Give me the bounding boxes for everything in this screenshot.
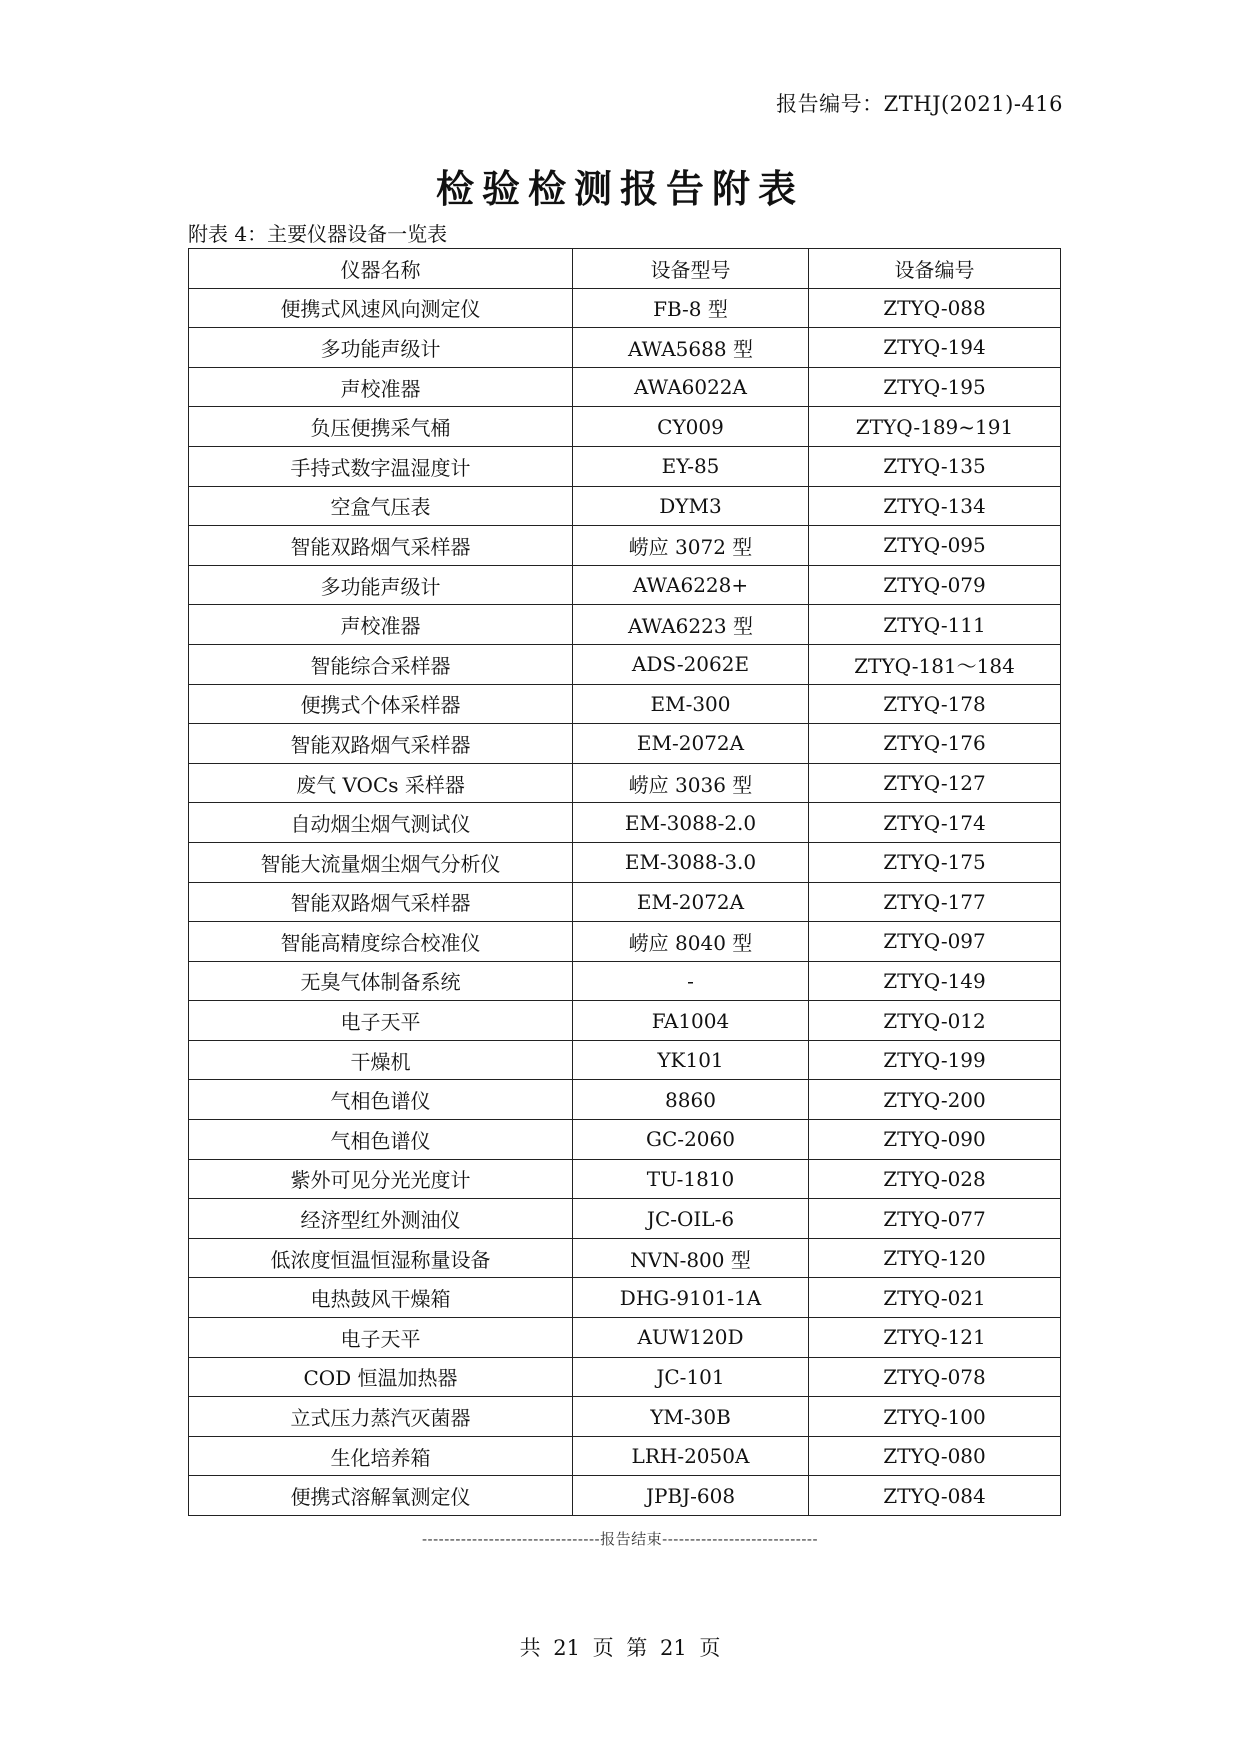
table-row xyxy=(189,763,1061,803)
page-footer: 共 21 页 第 21 页 xyxy=(519,1636,721,1660)
cell-equipment-id: ZTYQ-090 xyxy=(809,1120,1061,1160)
table-header-row xyxy=(189,249,1061,289)
cell-model: CY009 xyxy=(573,407,809,447)
cell-equipment-id: ZTYQ-078 xyxy=(809,1357,1061,1397)
cell-equipment-id: ZTYQ-189~191 xyxy=(809,407,1061,447)
cell-instrument-name: 智能综合采样器 xyxy=(189,644,573,684)
cell-equipment-id: ZTYQ-176 xyxy=(809,724,1061,764)
cell-instrument-name: 多功能声级计 xyxy=(189,565,573,605)
table-row xyxy=(189,565,1061,605)
table-row xyxy=(189,328,1061,368)
equipment-table xyxy=(188,248,1061,1516)
cell-instrument-name: 多功能声级计 xyxy=(189,328,573,368)
table-row xyxy=(189,1357,1061,1397)
cell-instrument-name: 无臭气体制备系统 xyxy=(189,961,573,1001)
cell-model: - xyxy=(573,961,809,1001)
table-row xyxy=(189,684,1061,724)
cell-equipment-id: ZTYQ-121 xyxy=(809,1318,1061,1358)
cell-equipment-id: ZTYQ-120 xyxy=(809,1238,1061,1278)
cell-instrument-name: 废气 VOCs 采样器 xyxy=(189,763,573,803)
cell-model: DHG-9101-1A xyxy=(573,1278,809,1318)
cell-instrument-name: 便携式风速风向测定仪 xyxy=(189,288,573,328)
table-row xyxy=(189,486,1061,526)
cell-equipment-id: ZTYQ-012 xyxy=(809,1001,1061,1041)
report-end-marker: --------------------------------报告结束---------------------------- xyxy=(421,1530,819,1548)
cell-instrument-name: 电热鼓风干燥箱 xyxy=(189,1278,573,1318)
cell-equipment-id: ZTYQ-195 xyxy=(809,367,1061,407)
cell-instrument-name: 智能大流量烟尘烟气分析仪 xyxy=(189,842,573,882)
cell-model: EM-2072A xyxy=(573,882,809,922)
cell-model: GC-2060 xyxy=(573,1120,809,1160)
table-row xyxy=(189,803,1061,843)
cell-instrument-name: 紫外可见分光光度计 xyxy=(189,1159,573,1199)
table-row xyxy=(189,1159,1061,1199)
cell-instrument-name: 气相色谱仪 xyxy=(189,1080,573,1120)
cell-instrument-name: 低浓度恒温恒湿称量设备 xyxy=(189,1238,573,1278)
cell-model: EM-300 xyxy=(573,684,809,724)
table-row xyxy=(189,1238,1061,1278)
table-row xyxy=(189,1397,1061,1437)
cell-model: AWA6022A xyxy=(573,367,809,407)
cell-instrument-name: 生化培养箱 xyxy=(189,1436,573,1476)
table-row xyxy=(189,1040,1061,1080)
cell-equipment-id: ZTYQ-095 xyxy=(809,526,1061,566)
table-row xyxy=(189,1120,1061,1160)
cell-model: AWA6228+ xyxy=(573,565,809,605)
cell-model: EM-2072A xyxy=(573,724,809,764)
cell-equipment-id: ZTYQ-175 xyxy=(809,842,1061,882)
cell-equipment-id: ZTYQ-084 xyxy=(809,1476,1061,1516)
cell-equipment-id: ZTYQ-100 xyxy=(809,1397,1061,1437)
table-caption: 附表 4：主要仪器设备一览表 xyxy=(188,222,448,246)
cell-equipment-id: ZTYQ-149 xyxy=(809,961,1061,1001)
cell-instrument-name: 气相色谱仪 xyxy=(189,1120,573,1160)
cell-equipment-id: ZTYQ-134 xyxy=(809,486,1061,526)
cell-model: AUW120D xyxy=(573,1318,809,1358)
table-row xyxy=(189,724,1061,764)
cell-equipment-id: ZTYQ-199 xyxy=(809,1040,1061,1080)
table-row xyxy=(189,446,1061,486)
table-row xyxy=(189,288,1061,328)
cell-model: YM-30B xyxy=(573,1397,809,1437)
report-number: 报告编号：ZTHJ(2021)-416 xyxy=(776,92,1063,116)
cell-model: FA1004 xyxy=(573,1001,809,1041)
cell-instrument-name: 干燥机 xyxy=(189,1040,573,1080)
column-header-instrument-name: 仪器名称 xyxy=(189,249,573,289)
cell-model: JPBJ-608 xyxy=(573,1476,809,1516)
table-row xyxy=(189,961,1061,1001)
table-row xyxy=(189,1001,1061,1041)
cell-instrument-name: 手持式数字温湿度计 xyxy=(189,446,573,486)
cell-instrument-name: 声校准器 xyxy=(189,605,573,645)
column-header-model: 设备型号 xyxy=(573,249,809,289)
cell-equipment-id: ZTYQ-097 xyxy=(809,922,1061,962)
cell-equipment-id: ZTYQ-127 xyxy=(809,763,1061,803)
cell-equipment-id: ZTYQ-088 xyxy=(809,288,1061,328)
cell-equipment-id: ZTYQ-177 xyxy=(809,882,1061,922)
cell-model: AWA6223 型 xyxy=(573,605,809,645)
cell-model: AWA5688 型 xyxy=(573,328,809,368)
cell-model: DYM3 xyxy=(573,486,809,526)
cell-instrument-name: 便携式溶解氧测定仪 xyxy=(189,1476,573,1516)
table-row xyxy=(189,922,1061,962)
cell-model: JC-101 xyxy=(573,1357,809,1397)
cell-instrument-name: 空盒气压表 xyxy=(189,486,573,526)
cell-instrument-name: 电子天平 xyxy=(189,1001,573,1041)
cell-equipment-id: ZTYQ-021 xyxy=(809,1278,1061,1318)
cell-model: YK101 xyxy=(573,1040,809,1080)
cell-model: 8860 xyxy=(573,1080,809,1120)
table-row xyxy=(189,1199,1061,1239)
cell-equipment-id: ZTYQ-028 xyxy=(809,1159,1061,1199)
cell-model: FB-8 型 xyxy=(573,288,809,328)
cell-instrument-name: 智能双路烟气采样器 xyxy=(189,724,573,764)
table-row xyxy=(189,1318,1061,1358)
table-row xyxy=(189,367,1061,407)
cell-model: EM-3088-3.0 xyxy=(573,842,809,882)
cell-instrument-name: 立式压力蒸汽灭菌器 xyxy=(189,1397,573,1437)
cell-equipment-id: ZTYQ-181～184 xyxy=(809,644,1061,684)
cell-model: EM-3088-2.0 xyxy=(573,803,809,843)
table-row xyxy=(189,605,1061,645)
table-row xyxy=(189,407,1061,447)
table-row xyxy=(189,644,1061,684)
cell-model: 崂应 3036 型 xyxy=(573,763,809,803)
cell-equipment-id: ZTYQ-080 xyxy=(809,1436,1061,1476)
cell-equipment-id: ZTYQ-135 xyxy=(809,446,1061,486)
cell-model: 崂应 3072 型 xyxy=(573,526,809,566)
table-row xyxy=(189,842,1061,882)
cell-model: TU-1810 xyxy=(573,1159,809,1199)
table-row xyxy=(189,1476,1061,1516)
table-row xyxy=(189,1436,1061,1476)
cell-instrument-name: 自动烟尘烟气测试仪 xyxy=(189,803,573,843)
cell-instrument-name: COD 恒温加热器 xyxy=(189,1357,573,1397)
cell-instrument-name: 智能高精度综合校准仪 xyxy=(189,922,573,962)
cell-equipment-id: ZTYQ-200 xyxy=(809,1080,1061,1120)
cell-instrument-name: 电子天平 xyxy=(189,1318,573,1358)
page-title: 检验检测报告附表 xyxy=(435,166,804,211)
cell-equipment-id: ZTYQ-111 xyxy=(809,605,1061,645)
cell-equipment-id: ZTYQ-174 xyxy=(809,803,1061,843)
cell-equipment-id: ZTYQ-178 xyxy=(809,684,1061,724)
cell-instrument-name: 智能双路烟气采样器 xyxy=(189,882,573,922)
cell-equipment-id: ZTYQ-077 xyxy=(809,1199,1061,1239)
cell-instrument-name: 负压便携采气桶 xyxy=(189,407,573,447)
cell-model: NVN-800 型 xyxy=(573,1238,809,1278)
table-row xyxy=(189,882,1061,922)
cell-instrument-name: 经济型红外测油仪 xyxy=(189,1199,573,1239)
cell-equipment-id: ZTYQ-194 xyxy=(809,328,1061,368)
cell-model: ADS-2062E xyxy=(573,644,809,684)
cell-equipment-id: ZTYQ-079 xyxy=(809,565,1061,605)
cell-model: JC-OIL-6 xyxy=(573,1199,809,1239)
cell-instrument-name: 智能双路烟气采样器 xyxy=(189,526,573,566)
cell-model: LRH-2050A xyxy=(573,1436,809,1476)
table-row xyxy=(189,1278,1061,1318)
cell-model: EY-85 xyxy=(573,446,809,486)
table-row xyxy=(189,1080,1061,1120)
column-header-equipment-id: 设备编号 xyxy=(809,249,1061,289)
cell-instrument-name: 声校准器 xyxy=(189,367,573,407)
table-row xyxy=(189,526,1061,566)
table-body xyxy=(189,288,1061,1515)
cell-instrument-name: 便携式个体采样器 xyxy=(189,684,573,724)
cell-model: 崂应 8040 型 xyxy=(573,922,809,962)
